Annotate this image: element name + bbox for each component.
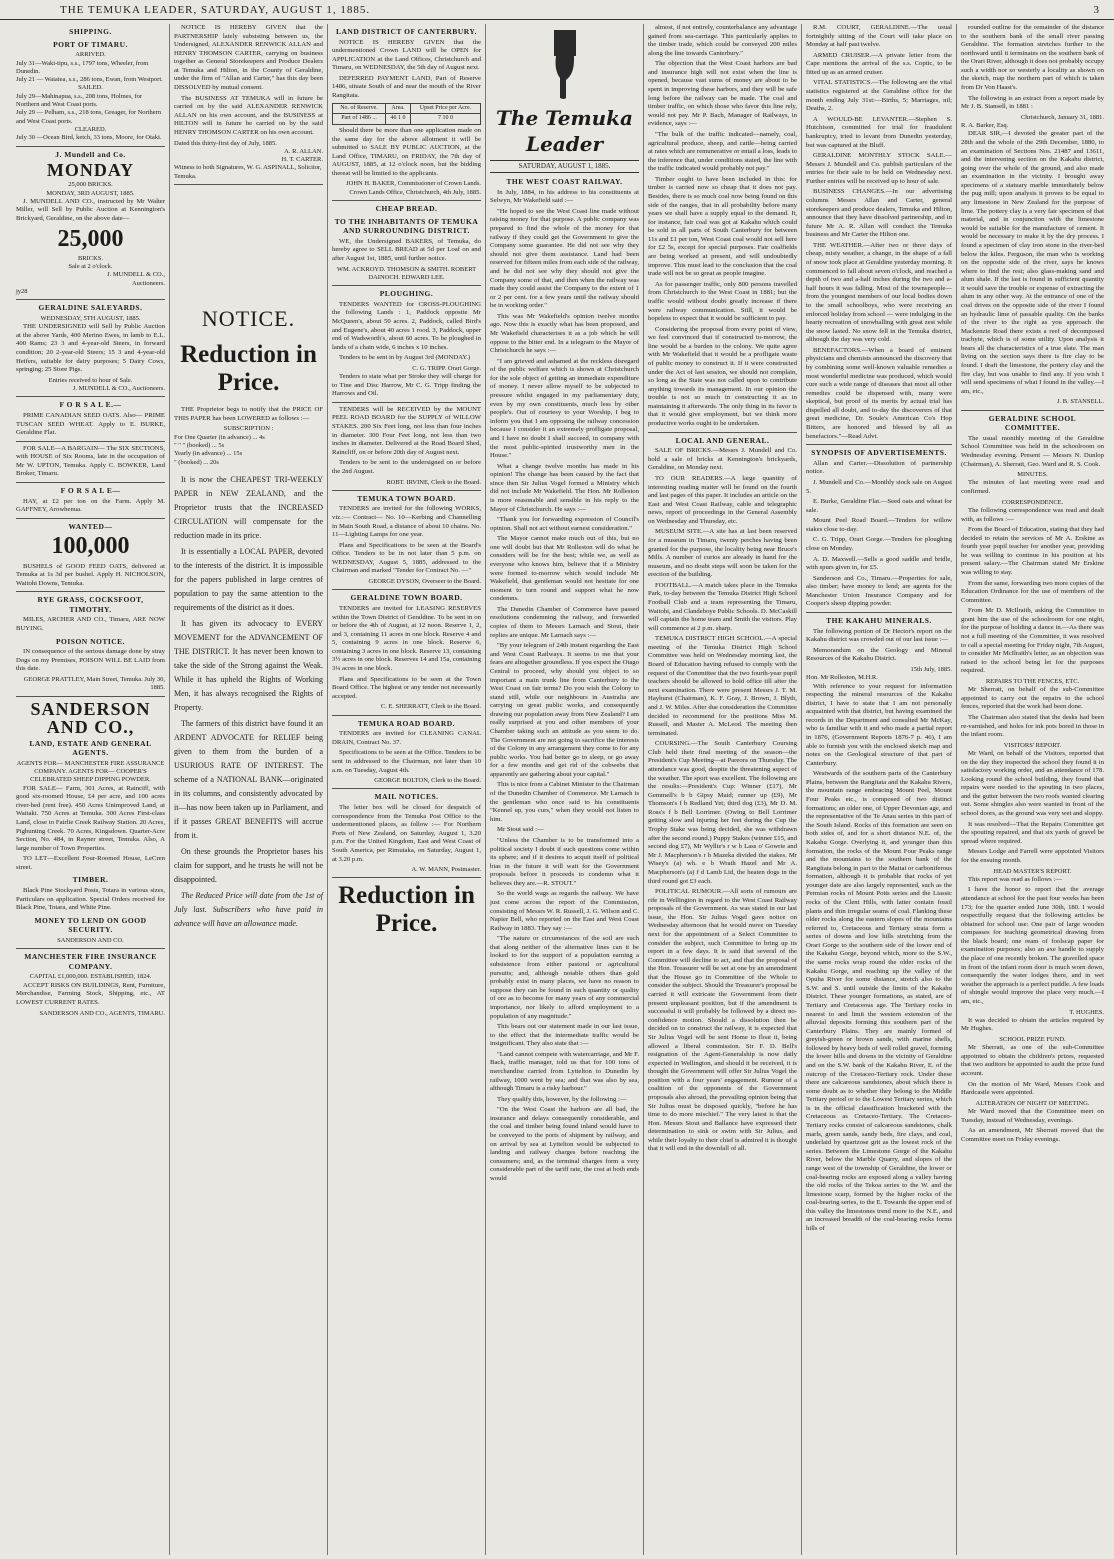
article-paragraph: "Land cannot compete with watercarriage, and Mr F. Back, traffic manager, told us that for 100 tons of merchandise carried from Lyttelton to Dunedin by railway, 1000 went by sea; and that was also by sea, although Timaru is a risky harbour." [490, 1050, 639, 1093]
ploughing-text-3: Tenders to state what per Stroke they will charge for to Tine and Disc Harrow, Mr C. G. Tripp finding the Harrows and Oil. [332, 373, 481, 398]
article-paragraph: As for passenger traffic, only 800 persons travelled from Christchurch to the West Coast in 1881; but the traffic would without doubt greatly increase if there were railway communication. Still, it would be hopeless to expect that it would be sufficient to pay. [648, 280, 797, 323]
table-cell: 46 1 0 [386, 114, 411, 125]
land-table [332, 103, 481, 125]
bread-heading: TO THE INHABITANTS OF TEMUKA AND SURROUNDING DISTRICT. [334, 216, 479, 236]
signature: C. E. SHERRATT, Clerk to the Board. [380, 703, 481, 711]
town-board-text: TENDERS are invited for the following WORKS, viz.:— Contract— No. 10—Kerbing and Channelling in Main South Road, a distance of about 10 chains. No. 11—Lighting Lamps for one year. [332, 505, 481, 539]
subscription-rate: " (booked) ... 20s [174, 458, 219, 466]
agents-text: AGENTS FOR— MANCHESTER FIRE ASSURANCE COMPANY. AGENTS FOR— COOPER'S CELEBRATED SHEEP DIPPING POWDER. [16, 759, 165, 784]
article-paragraph: Westwards of the southern parts of the Canterbury Plains, between the Rangitata and the Kakahu Rivers, the mountain range embracing Mount Peel, Mount Four Peaks etc., is composed of two distinct formations; an older one, of Upper Devonian age, and the representative of the Te Anau series in this part of the South Island. Rocks of this formation are seen on both sides of, and for a short distance N.E. of, the Kakahu Gorge. Overlying it, and younger than this formation, the rocks of the Mount Four Peaks range and the mountains to the southern bank of the Rangitata belong in part to the Maitai or carboniferous formation, although it is probable that rocks of yet younger date are also largely represented, such as the Permian rocks of Mount Potts series and the Liassic rocks of the Clent Hills, with latter contain fossil plants and thin irregular seams of coal. Flanking these older rocks along the eastern slopes of the mountains referred to, Cretaceous and Tertiary strata form a series of downs and low hills stretching from the Orari Gorge to the southern side of the lower end of the Kakahu Gorge, beyond which, more to the S.W., the same rocks wrap round the older rocks of the Kakahu Gorge, and reaching up the valley of the Opuha River for some distance, stretch also to the S.W. and S. until outside the limits of the Kakahu District. These younger formations, as stated, are of Tertiary and Cretaceous age. The Tertiary rocks in nearest to and limit the western extension of the alluvial deposits forming this southern part of the Canterbury Plains. They are mainly formed of greyish-green or brown sands, with marine shells, followed by heavy beds of well rolled gravel, forming the lower hills and downs in the vicinity of Geraldine and on the S.W. bank of the Kakahu River, E. of the outcrop of the Cretaceo-Tertiary rock. Under these there are calcareous sandstones, about which there is some doubt as to whether they belong to the Middle Tertiary period or to the Lowest Tertiary series, which is in the official classification bracketed with the Cretaceous as Cretaceo-Tertiary. The Cretaceo-Tertiary rocks consist of calcareous sandstones, chalk marls, green sands, sandy beds, fire clays, and coal, underlaid by quartzose grit as the lowest rock of the series. Between the Limestone Gorge of the Kakahu River, below the Marble Quarry, and slopes of the range west of the township of Geraldine, the lower or coal-bearing rocks are exposed along a valley having the old rocks of the Tekoa series to the W. and the limestone scarp, formed by the higher rocks of the coal-bearing series, to the E. Towards the upper end of this valley the limestones trend more to the N.E., and an increased breadth of the coal-bearing rocks forms hills of [806, 770, 952, 1232]
signature: GEORGE BOLTON, Clerk to the Board. [374, 777, 481, 785]
article-paragraph: rounded outline for the remainder of the distance to the southern bank of the small river passing Geraldine. The formation stretches further to the northward until it terminates on the southern bank of the Orari River, although it does not probably occupy such a width nor so westerly a locality as shown on the sketch, map the northern part of which is taken from Dr Von Haast's. [961, 24, 1104, 92]
wanted-count: 100,000 [51, 533, 130, 560]
synopsis-item: E. Burke, Geraldine Flat.—Seed oats and wheat for sale. [806, 498, 952, 514]
article-paragraph: I have the honor to report that the average attendance at school for the past four weeks has been 173; for the quarter ended June 30th, 180. I would respectfully request that the following articles be obtained for school use: One pair of large wooden compasses for teaching geometrical drawing from the black board; one ream of foolscap paper for examination purposes; also an axe handle to supply the place of one recently broken. The gravelled space in front of the infant room door is much worn down, consequently the water lodges there, and in wet weather the approach is a perfect puddle. A few loads of shingle would improve the place very much.—I am, etc., [961, 886, 1104, 1005]
willow-text: TENDERS will be RECEIVED by the MOUNT PEEL ROAD BOARD for the SUPPLY of WILLOW STAKES. 200 Six Feet long, not less than four inches in diameter. 300 Four Feet long, not less than two inches in diameter. Delivered at the Road Board Shed, Raincliff, on or before 20th day of August next. [332, 405, 481, 456]
article-paragraph: What a change twelve months has made in his opinion! The change has been caused by the fact that since then Sir Julius Vogel formed a Ministry which did not include Mr Wakefield. The Hon. Mr Rolleston is more reasonable and sensible in his reply to the Mayor of Christchurch. He says :— [490, 462, 639, 513]
mundell-text: J. MUNDELL AND CO., instructed by Mr Walter Miller, will Sell by Public Auction at Kennington's Brickyard, Geraldine, on the above date— [16, 197, 165, 222]
saleyards-heading: GERALDINE SALEYARDS. [38, 303, 143, 313]
article-paragraph: "Unless the Chamber is to be transformed into a political society I doubt if such questions come within its sphere; and if it desires to acquit itself of political bias in the future it will wait for the Government proposals before it proceeds to condemn what it believes they are.—R. STOUT." [490, 836, 639, 887]
article-paragraph: Mr Sherratt, as one of the sub-Committee appointed to obtain the children's prizes, requested that two auditors be appointed to audit the prize fund account. [961, 1044, 1104, 1078]
geraldine-board-text: TENDERS are invited for LEASING RESERVES within the Town District of Geraldine. To be sent in on or before the 4th of August, at 12 noon. Reserve 1, 2, and 3, containing 11 acres in one block. Reserve 4 and 5, containing 9 acres in one block. Reserve 6, containing 3 acres in one block. Reserve 13, containing 3½ acres in one block. Reserves 14 and 15a, containing 3¼ acres in one block. [332, 604, 481, 673]
article-paragraph: "By your telegram of 24th instant regarding the East and West Coast Railways. It seems to me that your fears are altogether groundless. If you expect the Otago Central to proceed, why should you object to so important a main trunk line from Canterbury to the West Coast on fair terms? Do you wish the Colony to stand still, while our neighbours in Australia are carrying on great public works, and consequently drawing our population away from New Zealand? I am really surprised at you and other members of your Chamber taking such an attitude as you seem to do. The Government are not going to sacrifice the interests of the Colony in any arrangement they come to for any public works. You had better go to sleep, or go away for a few months and get rid of the cobwebs that apparently are gathering about your capital." [490, 642, 639, 778]
article-paragraph: As an amendment, Mr Sherratt moved that the Committee meet on Friday evenings. [961, 1127, 1104, 1143]
reduced-price-note: The Reduced Price will date from the 1st of July last. Subscribers who have paid in advance will have an allowance made. [174, 890, 323, 928]
article-paragraph: Timber ought to have been included in this: for timber is carried now so cheap that it does not pay. Besides, there is so much coal now being found on this side of the ranges, that in all probability before many years we shall have a supply equal to the demand. It, for instance, fair coal was got at Kakahu which could be sold in all parts of South Canterbury for between 11s and £1 per ton, West Coast coal would not sell here for £2 5s, except for special purposes. Fair coalfields are being worked at present, and will undoubtedly improve. This must lead to the conclusion that the coal trade will not be so great as people imagine. [648, 175, 797, 278]
town-board-text-2: Plans and Specifications to be seen at the Board's Office. Tenders to be in not later than 5 p.m. on WEDNESDAY, August 5, 1885, addressed to the Chairman and marked "Tender for Contract No. —" [332, 541, 481, 575]
article-paragraph: The objection that the West Coast harbors are bad and insurance high will not exist when the line is opened, because vast sums of money are about to be spent in improving these harbors, and they will be safe long before the railway can be made. The coal and timber traffic, on which those who favor this line rely, would not pay. Mr P. Bach, Manager of Railways, in evidence, says :— [648, 60, 797, 128]
letter-date: Christchurch, January 31, 1881. [1020, 113, 1104, 121]
news-item: FOOTBALL.—A match takes place in the Temuka Park, to-day between the Temuka District High School Football Club and a team representing the Timaru, Waitohi, and Clandeboye Public Schools. D. McCaskill will captain the home team and Smith the visitors. Play will commence at 2 p.m. sharp. [648, 581, 797, 632]
article-paragraph: The following portion of Dr Hector's report on the Kakahu district was crowded out of our last issue :— [806, 627, 952, 644]
subheading: MINUTES. [1017, 471, 1048, 479]
saleyards-date: WEDNESDAY, 5TH AUGUST, 1885. [40, 314, 141, 322]
article-paragraph: It was decided to obtain the articles required by Mr Hughes. [961, 1016, 1104, 1033]
synopsis-item: Mount Peel Road Board.—Tenders for willow stakes close to-day. [806, 517, 952, 533]
saleyards-text: THE UNDERSIGNED will Sell by Public Auction at the above Yards, 400 Merino Ewes, in lamb to E.L. 400 Rams; 23 3 and 4-year-old Steers, in forward condition; 20 2-year-old Steers; 15 3 and 4-year-old Heifers, suitable for dairy purposes; 5 Dairy Cows, springing; 25 Store Pigs. [16, 323, 165, 374]
signature: H. T. CARTER. [281, 156, 323, 164]
land-text: NOTICE IS HEREBY GIVEN that the undermentioned Crown LAND will be OPEN for APPLICATION at the Land Offices, Christchurch and Timaru, on WEDNESDAY, the 5th day of August next. [332, 38, 481, 72]
ploughing-heading: PLOUGHING. [379, 289, 434, 299]
signature: T. HUGHES. [1069, 1008, 1104, 1016]
synopsis-item: A. D. Maxwell.—Sells a good saddle and bridle, with spurs given in, for £5. [806, 555, 952, 572]
for-sale-text: PRIME CANADIAN SEED OATS. Also— PRIME TUSCAN SEED WHEAT. Apply to E. BURKE, Geraldine Flat. [16, 411, 165, 437]
bakers-list: WM. ACKROYD. THOMSON & SMITH. ROBERT DAINOCH. EDWARD LEE. [336, 265, 477, 281]
synopsis-heading: SYNOPSIS OF ADVERTISEMENTS. [811, 448, 947, 458]
column-2 [170, 24, 328, 1555]
news-item: GERALDINE MONTHLY STOCK SALE.—Messrs J. Mundell and Co. publish particulars of the entries for their sale to be held on Wednesday next. Further entries will be received up to hour of sale. [806, 152, 952, 185]
synopsis-item: Allan and Carter.—Dissolution of partnership notice. [806, 459, 952, 476]
article-paragraph: From the same, forwarding two more copies of the Education Ordinance for the use of members of the Committee. [961, 579, 1104, 604]
geraldine-board-heading: GERALDINE TOWN BOARD. [350, 593, 463, 603]
news-item: VITAL STATISTICS.—The following are the vital statistics registered at the Geraldine office for the month ending July 31st:—Births, 5; Marriages, nil; Deaths, 2. [806, 79, 952, 113]
monday-display: MONDAY [46, 160, 135, 181]
money-heading: MONEY TO LEND ON GOOD SECURITY. [34, 915, 147, 935]
news-item: POLITICAL RUMOUR.—All sorts of rumours are rife in Wellington in regard to the West Coast Railway proposals of the Government. As was stated in our last issue, the Hon. Sir Julius Vogel gave notice on Wednesday afternoon that he would move on Tuesday next for the appointment of a Select Committee to consider the subject, such Committee to bring up its report in a few days. It is said that several of the Committee will decline to act, and that the proposal of the Hon. Treasurer will be set at one by an amendment that the House go in Committee of the Whole to consider the subject. Should the Treasurer's proposal be carried it will extricate the Government from their present unpleasant position, but if the amendment is successful it will probably be followed by a direct no-confidence motion. Should a dissolution then be decided on to construct the railway, it is expected that Sir Julius Vogel will be sent Home to float it, being allowed a liberal commission. Sir F. D. Bell's resignation of the Agent-Generalship is now daily expected in Wellington, and should it be received, it is thought the Government will offer Sir Julius Vogel the position with a four years' engagement. Rumour of a coalition of the opponents of the Government proposals also abroad, the prevailing opinion being that Sir Julius must be disposed quickly, "before he has time to do more mischief." The very latest is that the Hon. Messrs Stout and Ballance have expressed their determination to sink or swim with Sir Julius, and while their loyalty to their chief is admired it is thought that it will end in the downfall of all. [648, 888, 797, 1153]
article-paragraph: almost, if not entirely, counterbalance any advantage gained from sea-carriage. This particularly applies to the timber trade, which could be conveyed 200 miles along the line towards Canterbury." [648, 24, 797, 57]
divider [961, 410, 1104, 411]
divider [332, 402, 481, 403]
news-item: BUSINESS CHANGES.—In our advertising columns Messrs Allan and Carter, general storekeepers and produce dealers, Temuka and Hilton, announce that they have dissolved partnership, and in future Mr A. R. Allan will conduct the Temuka business and Mr Carter the Hilton one. [806, 188, 952, 239]
article-heading: THE WEST COAST RAILWAY. [506, 177, 623, 187]
school-committee-heading: GERALDINE SCHOOL COMMITTEE. [988, 413, 1077, 433]
divider [16, 948, 165, 949]
article-paragraph: The usual monthly meeting of the Geraldine School Committee was held in the schoolroom on Wednesday evening. Present — Messrs N. Dunlop (Chairman), A. Sherratt, Geo. Ward and R. S. Cook. [961, 434, 1104, 468]
timber-heading: TIMBER. [72, 875, 109, 885]
mail-heading: MAIL NOTICES. [374, 792, 439, 802]
kakahu-heading: THE KAKAHU MINERALS. [826, 616, 932, 626]
article-paragraph: The Chairman also stated that the desks had been re-varnished, and holes for ink pots bored in those in the infant room. [961, 713, 1104, 739]
divider [16, 441, 165, 442]
mundell-heading: J. Mundell and Co. [55, 149, 126, 159]
subscription-rate: " " " (booked) ... 5s [174, 442, 225, 450]
notice-display: NOTICE. [201, 306, 296, 332]
table-cell: 7 10 0 [410, 114, 480, 125]
article-paragraph: The Mayor cannot make much out of this, but no one will doubt but that Mr Rolleston will do what he considers will be for the best; while we, as well as everyone who knows him, believe that if a Ministry were formed to-morrow which would include Mr Wakefield, that gentleman would not hesitate for one moment to turn round and support what he now condemns. [490, 535, 639, 603]
running-title: THE TEMUKA LEADER, SATURDAY, AUGUST 1, 1885. [60, 3, 371, 16]
divider [16, 299, 165, 300]
capital-line: CAPITAL £1,000,000. ESTABLISHED, 1824. [29, 973, 152, 981]
dateline: SATURDAY, AUGUST 1, 1885. [490, 160, 639, 173]
divider [806, 444, 952, 445]
addressee: Hon. Mr Rolleston, M.H.R. [806, 674, 878, 682]
article-paragraph: The following correspondence was read and dealt with, as follows :— [961, 506, 1104, 523]
signature: ROBT. IRVINE, Clerk to the Board. [386, 478, 481, 486]
article-paragraph: From Mr D. McIlraith, asking the Committee to grant him the use of the schoolroom for one night, for the purpose of holding a dance in.—As there was not a full meeting of the Committee, it was resolved to call a special meeting for Friday night, 7th August, to consider Mr McIlraith's letter, as an objection was raised to the school being let for the purposes required. [961, 607, 1104, 675]
dated-line: Dated this thirty-first day of July, 1885. [174, 139, 277, 147]
article-paragraph: "He hoped to see the West Coast line made without raising money for that purpose. A public company was prepared to find the whole of the money for that railway if they could get the Government to give the Company some guarantee. He did not see why they should not give them assistance. Land had been reserved for fifteen miles from each side of the railway, and he did not see why they should not give the Company some of that, and then when the railway was made they could assist the Company to the extent of 1 or 2 per cent. for a few years until the railway should be in working order." [490, 207, 639, 310]
article-paragraph: This is nice from a Cabinet Minister to the Chairman of the Dunedin Chamber of Commerce. Mr Larnach is the gentleman who once said to his constituents "Kennel up, you curs," when they would not listen to him. [490, 781, 639, 823]
geraldine-board-text-2: Plans and Specifications to be seen at the Town Board Office. The highest or any tender not necessarily accepted. [332, 675, 481, 700]
divider [16, 396, 165, 397]
column-5 [644, 24, 802, 1555]
road-board-text-2: Specifications to be seen at the Office. Tenders to be sent in addressed to the Chairman, not later than 10 a.m. on Tuesday, August 4th. [332, 749, 481, 774]
article-paragraph: Mr Stout said :— [497, 826, 544, 834]
bread-text: WE, the Undersigned BAKERS, of Temuka, do hereby agree to SELL BREAD at 5d per Loaf on and after August 1st, 1885, until further notice. [332, 237, 481, 263]
signature: C. G. TRIPP. Orari Gorge. [412, 364, 481, 372]
column-4 [486, 24, 644, 1555]
hay-text: HAY, at £2 per ton on the Farm. Apply M. GAFFNEY, Arowhenua. [16, 497, 165, 514]
column-7 [957, 24, 1108, 1555]
article-paragraph: Messrs Lodge and Farrell were appointed Visitors for the ensuing month. [961, 848, 1104, 864]
arrived-label: ARRIVED. [75, 51, 106, 59]
shipping-heading: SHIPPING. [69, 27, 112, 36]
subheading: VISITORS' REPORT. [1003, 741, 1062, 749]
road-board-heading: TEMUKA ROAD BOARD. [357, 718, 456, 728]
cleared-entry: July 30 —Ocean Bird, ketch, 33 tons, Moore, for Otaki. [16, 134, 162, 142]
article-paragraph: The following is an extract from a report made by Mr J. B. Stansell, in 1881 : [961, 94, 1104, 111]
article-paragraph: It was resolved—That the Repairs Committee get the spouting repaired, and that six yards of gravel be spread where required. [961, 820, 1104, 845]
willow-text-2: Tenders to be sent to the undersigned on or before the 2nd August. [332, 459, 481, 475]
subheading: SCHOOL PRIZE FUND. [999, 1035, 1066, 1043]
divider [16, 591, 165, 592]
risks-text: ACCEPT RISKS ON BUILDINGS, Rent, Furniture, Merchandise, Farming Stock, Shipping, etc., AT LOWEST CURRENT RATES. [16, 981, 165, 1006]
subscription-rate: Yearly (in advance) ... 15s [174, 450, 243, 458]
synopsis-item: Sanderson and Co., Timaru.—Properties for sale, also timber; have money to lend; are agents for the Manchester Union Insurance Company and for Cooper's sheep dipping powder. [806, 574, 952, 608]
table-header: No. of Reserve. [333, 103, 386, 114]
subheading: REPAIRS TO THE FENCES, ETC. [985, 677, 1080, 685]
partnership-notice: NOTICE IS HEREBY GIVEN that the PARTNERSHIP lately subsisting between us, the Undersigned, ALEXANDER RENWICK ALLAN and HENRY THOMSON CARTER, carrying on business together as General Storekeepers and Produce Dealers at Temuka and Hilton, in the County of Geraldine, under the firm of "Allan and Carter," has this day been DISSOLVED by mutual consent. [174, 24, 323, 92]
entries-line: Entries received to hour of Sale. [48, 376, 133, 384]
article-paragraph: "The nature or circumstances of the soil are such that along neither of the alternative lines can it be looked to for the support of a population earning a subsistence from either pastoral or agricultural pursuits; and, although notable others than gold probably exist in many places, we have no reason to suppose they can be found in such quantity or quality of ore as to become for many years of any commercial importance, nor likely to afford employment to a population of any magnitude." [490, 935, 639, 1020]
article-paragraph: DEAR SIR,—I devoted the greater part of the 28th and the whole of the 29th December, 1880, to an examination of Sections Nos. 21487 and 13611, and the intervening section on the Kakahu district, going over the whole of the ground, and also made an examination in the vicinity. I brought away specimens of a statuary marble immediately below the pug mill; upon analysis it proves to be equal to any limestone in New Zealand for the purpose of lime. The pottery clay is a very fair specimen of that material, and in conjunction with the limestone would be suitable for the manufacture of cement. It would be necessary to make it by the dry process. I found a specimen of clay iron stone in the river-bed below the kilns. Ferguson, the man who is working on the opposite side of the river, says he knows where to find the rest; also glass-making sand and alum shale. If the last is found in sufficient quantity it would save the trouble or expense of extracting the alum in any other way. At the entrance of one of the coal drives on the opposite side of the river I found an hydraulic lime of passable quality. On the banks of the river to the right as you approach the Mackenzie Road there exists a reef of decomposed trachyte, which is of some utility. Upon analysis it bears all the characteristics of a true slate. The man living on the section says there is fire clay to be found. I draft the limestone, the pottery clay and the fire clay, but was unable to find any. If you wish I will send specimens of what I found in the valley.—I am, etc., [961, 130, 1104, 395]
divider [16, 518, 165, 519]
cheapest-text: It is now the CHEAPEST TRI-WEEKLY PAPER in NEW ZEALAND, and the Proprietor trusts that the INCREASED CIRCULATION will compensate for the reduction made in its price. [174, 474, 323, 540]
addressee: R. A. Barker, Esq. [961, 122, 1009, 130]
ploughing-text: TENDERS WANTED for CROSS-PLOUGHING the following Lands : 1, Paddock opposite Mr McQueen's, about 50 acres. 2, Paddock, called Bird's and Eugene's, about 40 acres 1 rood. 3, Paddock, upper end of Wadsworth's, about 60 acres. To be ploughed in lands of a chain wide, 6 inches x 10 inches. [332, 300, 481, 351]
synopsis-item: J. Mundell and Co.—Monthly stock sale on August 5. [806, 478, 952, 495]
sailed-label: SAILED. [78, 84, 103, 92]
sale-date: MONDAY, 3RD AUGUST, 1885. [46, 189, 135, 197]
news-item: TEMUKA DISTRICT HIGH SCHOOL.—A special meeting of the Temuka District High School Committee was held on Wednesday morning last, the Board of Education having refused to comply with the request of the Committee that the two fourth-year pupil teachers should be allowed to hold office till after the next examination. There were present Messrs J. T. M. Hayhurst (Chairman), K. F. Gray, J. Brown, J. Blyth, and J. W. Miles. After due consideration the Committee decided to recommend for the positions Miss M. Russell, and Master A. McLeod. The meeting then terminated. [648, 635, 797, 737]
article-paragraph: "I am grieved and ashamed at the reckless disregard of the public welfare which is shown at Christchurch for the sole object of getting an immediate expenditure of money. I never allow myself to be subjected to pressure whilst engaged in my parliamentary duty, even by my own constituents, much less by other people's. Out of courtesy to your Worship, I beg to inform you that I am opposing the railway concession because I consider it an extremely profligate proposal, and I have no doubt I shall succeed, in company with the most public-spirited trustworthy men in the House." [490, 357, 639, 460]
insurance-heading: MANCHESTER FIRE INSURANCE COMPANY. [24, 952, 157, 971]
column-1 [12, 24, 170, 1555]
land-text-2: Should there be more than one application made on the same day for the above allotment it will be submitted to SALE BY PUBLIC AUCTION, at the Land Office, TIMARU, on FRIDAY, the 7th day of AUGUST, 1885, at 12 o'clock noon, but the bidding thereat will be limited to the applicants. [332, 126, 481, 177]
divider [332, 490, 481, 491]
news-item: MUSEUM SITE.—A site has at last been reserved for a museum in Timaru, twenty perches having been granted for the purpose, the locality being near Bruce's Mills. A number of curios are already in hand for the museum, and no doubt steps will soon be taken for the erection of the building. [648, 528, 797, 579]
news-item: ARMED CRUISER.—A private letter from the Cape mentions the arrival of the s.s. Coptic, to be fitted up as an armed cruiser. [806, 51, 952, 76]
subscription-rate: For One Quarter (in advance) ... 4s [174, 433, 265, 441]
signature: Auctioneers. [131, 279, 165, 287]
farmers-text: The farmers of this district have found it an ARDENT ADVOCATE for RELIEF being given to them from the burden of a USURIOUS RATE OF INTEREST. The scheme of a NATIONAL BANK—originated in its columns, and consistently advocated by it—has now been taken up in Parliament, and if it passes GREAT BENEFITS will accrue from it. [174, 718, 323, 840]
property-list: FOR SALE— Farm, 301 Acres, at Rainciff, with good six-roomed House, £4 per acre, and 100 acres river-bed (rent free). 450 Acres Unimproved Land, at Waitaki. 750 Acres at Temuka. 300 Acres First-class Land, close to Fairlie Creek Railway Station. 20 Acres, Pigbunting Creek. 70 Acres, Kingsdown. Quarter-Acre Section, No. 484, in Rayner street, Temuka. Also, A large number of Town Properties. [16, 784, 165, 852]
running-head [0, 0, 1114, 20]
table-header: Area. [386, 103, 411, 114]
arrival-entry: July 21 — Waiatea, s.s., 286 tons, Ewan, from Westport. [16, 76, 163, 84]
table-row [333, 114, 481, 125]
advocacy-text: It has given its advocacy to EVERY MOVEMENT for the ADVANCEMENT OF THE DISTRICT. It has never been known to take the side of the Strong against the Weak. While it has upheld the Rights of Working Men, it has always recognised the Rights of Property. [174, 618, 323, 712]
article-paragraph: Mr Sherratt, on behalf of the sub-Committee appointed to carry out the repairs to the school fences, reported that the work had been done. [961, 686, 1104, 711]
signature: A. R. ALLAN. [284, 147, 323, 155]
divider [332, 200, 481, 201]
ploughing-text-2: Tenders to be sent in by August 3rd (MONDAY.) [339, 354, 471, 362]
article-paragraph: They qualify this, however, by the following :— [497, 1095, 627, 1103]
article-paragraph: On the motion of Mr Ward, Messrs Cook and Hardcastle were appointed. [961, 1080, 1104, 1097]
pointing-hand-icon [550, 30, 580, 100]
divider [332, 285, 481, 286]
road-board-text: TENDERS are invited for CLEANING CANAL DRAIN, Contract No. 37. [332, 730, 481, 746]
sale-time: Sale at 2 o'clock. [68, 263, 113, 271]
for-sale-heading: F O R S A L E— [60, 485, 121, 495]
article-paragraph: "The bulk of the traffic indicated—namely, coal, agricultural produce, sheep, and cattle—being carried at rates which are remunerative or entail a loss, leads to the inference that, under conditions stated, the line with the traffic indicated would probably not pay." [648, 130, 797, 173]
article-paragraph: This report was read as follows :— [968, 875, 1062, 883]
reduction-display: Reduction in Price. [180, 341, 317, 396]
news-item: TO OUR READERS.—A large quantity of interesting reading matter will be found on the fourth and last pages of this paper. It includes an article on the East and West Coast Railway, cable and telegraphic news, report of proceedings in the General Assembly on Wednesday and Thursday, etc. [648, 474, 797, 525]
grounds-text: On these grounds the Proprietor bases his claim for support, and he trusts he will not be disappointed. [174, 846, 323, 884]
subheading: HEAD MASTER'S REPORT. [993, 867, 1072, 875]
miles-text: MILES, ARCHER AND CO., Timaru, ARE NOW BUYING. [16, 616, 165, 632]
news-item: BENEFACTORS.—When a board of eminent physicians and chemists announced the discovery that by combining some well-known valuable remedies a most wonderful medicine was produced, which would cure such a wide range of diseases that most all other remedies could be dispensed with, many were skeptical, but proof of its merits by actual trial has dispelled all doubt, and to-day the discoverers of that great medicine, Dr. Soule's American Co's Hop Bitters, are honored and blessed by all as benefactors."—Read Advt. [806, 346, 952, 440]
news-item: SALE OF BRICKS.—Messrs J. Mundell and Co. hold a sale of bricks at Kennington's brickyards, Geraldine, on Monday next. [648, 447, 797, 472]
arrival-entry: July 31—Waki-tipu, s.s., 1797 tons, Wheeler, from Dunedin. [16, 59, 149, 75]
subheading: ALTERATION OF NIGHT OF MEETING. [975, 1099, 1090, 1107]
sailed-entry: July 29—Mahinapua, s.s., 208 tons, Holmes, for Northern and West Coast ports. [16, 92, 143, 109]
column-6 [802, 24, 957, 1555]
table-cell: Part of 1486 ... [333, 114, 386, 125]
divider [332, 589, 481, 590]
local-general-heading: LOCAL AND GENERAL. [675, 435, 770, 445]
port-heading: PORT OF TIMARU. [53, 39, 128, 49]
subscription-heading: SUBSCRIPTION : [223, 425, 274, 433]
sanderson-sub: LAND, ESTATE AND GENERAL AGENTS. [29, 738, 152, 758]
signature: GEORGE DYSON, Overseer to the Board. [368, 578, 481, 586]
subheading: CORRESPONDENCE. [1001, 498, 1064, 506]
page-mark: 3 [1093, 3, 1100, 16]
columns [12, 24, 1108, 1555]
article-paragraph: Mr Ward, on behalf of the Visitors, reported that on the day they inspected the school they found it in satisfactory working order, and an attendance of 178. Looking round the school building, they found that repairs were needed to the spouting in two places, and the gutter between the two roofs wanted clearing out. Some shingles also were wanted in front of the school doors, as the ground was very wet and sloppy. [961, 750, 1104, 818]
poison-heading: POISON NOTICE. [55, 636, 126, 646]
partnership-notice-2: The BUSINESS AT TEMUKA will in future be carried on by the said ALEXANDER RENWICK ALLAN on his own account, and the BUSINESS at HILTON will in future be carried on by the said HENRY THOMSON CARTER on his own account. [174, 94, 323, 136]
town-board-heading: TEMUKA TOWN BOARD. [357, 493, 456, 503]
article-paragraph: This bears out our statement made in our last issue, to the effect that the intermediate traffic would be insignificant. They also state that :— [490, 1023, 639, 1048]
divider [648, 432, 797, 433]
article-paragraph: In July, 1884, in his address to his constituents at Selwyn, Mr Wakefield said :— [490, 188, 639, 205]
deferred-text: DEFERRED PAYMENT LAND, Part of Reserve 1486, situate South of and near the mouth of the River Rangitata. [332, 74, 481, 100]
wanted-heading: WANTED— [68, 521, 113, 531]
signature: J. MUNDELL & CO., Auctioneers. [72, 385, 165, 393]
article-paragraph: "On the West Coast the harbors are all bad, the insurance and delays consequently considerable, and the coal and timber being found inland would have to be conveyed to the ports of shipment by railway, and on arrival by sea at Lyttelton would be subjected to landing and railway charges before reaching the consumers; and, as the terminal charges form a very considerable part of the tariff rate, the cost at both ends would [490, 1106, 639, 1182]
poison-text: IN consequence of the serious damage done by stray Dogs on my Premises, POISON WILL BE LAID from this date. [16, 648, 165, 673]
article-paragraph: Mr Ward moved that the Committee meet on Tuesday, instead of Wednesday, evenings. [961, 1108, 1104, 1124]
land-heading: LAND DISTRICT OF CANTERBURY. [336, 27, 477, 36]
signature: GEORGE PRATTLEY, Main Street, Temuka. July 30, 1885. [23, 675, 165, 692]
rye-heading: RYE GRASS, COCKSFOOT, TIMOTHY. [37, 595, 144, 614]
signature: JOHN H. BAKER, Commissioner of Crown Lands. Crown Lands Office, Christchurch, 4th July, 1885. [346, 180, 481, 196]
table-header: Upset Price per Acre. [410, 103, 480, 114]
divider [332, 715, 481, 716]
bargain-text: FOR SALE—A BARGAIN— The SIX SECTIONS, with HOUSE of Six Rooms, late in the occupation of Mr W. UPTON, Temuka. Apply C. BOWKER, Land Broker, Timaru. [16, 444, 165, 478]
article-paragraph: From the Board of Education, stating that they had decided to retain the services of Mr A. Erskine as fourth year pupil teacher for another year, providing he was willing to continue in his position at his present salary.—The Chairman stated Mr Erskine was willing to stay. [961, 526, 1104, 576]
witness-line: Witness to both Signatures, W. G. ASPINALL, Solicitor, Temuka. [174, 164, 322, 180]
divider [174, 184, 323, 185]
divider [16, 146, 165, 147]
wanted-text: BUSHELS of GOOD FEED OATS, delivered at Temuka at 1s 3d per bushel. Apply H. NICHOLSON, Waitohi Downs, Temuka. [16, 562, 165, 587]
article-paragraph: So the world wags as regards the railway. We have just come across the report of the Commission, consisting of Messrs W. R. Russell, J. G. Wilson and C. Napier Bell, who reported on the East and West Coast Railway in 1883. They say :— [490, 890, 639, 932]
article-paragraph: "Thank you for forwarding expression of Council's opinion. Shall not act without earnest consideration." [490, 516, 639, 532]
divider [332, 877, 481, 878]
divider [332, 788, 481, 789]
ad-code: jy28 [16, 288, 28, 296]
signature: J. MUNDELL & CO., [107, 271, 165, 279]
article-paragraph: This was Mr Wakefield's opinion twelve months ago. Now this is exactly what has been proposed, and Mr Wakefield characterises it as a job which he will oppose to the bitter end. In a telegram to the Mayor of Christchurch he says :— [490, 312, 639, 355]
news-item: THE WEATHER.—After two or three days of cheap, misty weather, a change, in the shape of a fall of snow took place at Geraldine yesterday morning. It commenced to fall about seven o'clock, and reached a depth of two and a-half inches during the two and a-half hours it was falling. Most of the townspeople—from the youngest members of our local bodies down to the small schoolboys, who were receiving an enforced holiday from school — were indulging in the hearty recreation of snowballing with great zest while the snow lasted. No snow fell in the Temuka district, although the day was very cold. [806, 241, 952, 344]
local-paper-text: It is essentially a LOCAL PAPER, devoted to the interests of the district. It is impossible for the papers published in large centres of population to pay the same attention to the requirements of the district as it does. [174, 546, 323, 612]
to-let: TO LET—Excellent Four-Roomed House, LeCren street. [16, 855, 165, 871]
divider [16, 482, 165, 483]
news-item: A WOULD-BE LEVANTER.—Stephen S. Hutchison, committed for trial for fraudulent bankruptcy, tried to levant from Dunedin yesterday, but was captured at the Bluff. [806, 115, 952, 149]
synopsis-item: C. G. Tripp, Orari Gorge.—Tenders for ploughing close on Monday. [806, 536, 952, 552]
article-paragraph: Considering the proposal from every point of view, we feel convinced that if constructed to-morrow, the line would be a burden to the colony. We quite agree with Mr Wakefield that it would be a profligate waste of public money to construct it. If it were constructed under the Act of last session, we should not complain, so long as the State was not called upon to contribute anything towards its management. In our opinion the trouble is not so much in constructing it as in maintaining it afterwards. The only thing in its favor is that it would give employment, but we think more productive works ought to be undertaken. [648, 325, 797, 428]
cleared-label: CLEARED. [74, 126, 107, 133]
divider [806, 612, 952, 613]
timber-text: Black Pine Stockyard Posts, Totara in various sizes, Particulars on application. Special Orders received for Black Pine, Totara, and White Pine. [16, 887, 165, 912]
divider [16, 696, 165, 697]
mail-text: The letter box will be closed for despatch of correspondence from the Temuka Post Office to the undermentioned places, as follow :— For Northern Ports of New Zealand, on Saturday, August 1, 3.20 p.m. For the United Kingdom, East and West Coast of South America, per Rimutaka, on Saturday, August 1, at 3.20 p.m. [332, 804, 481, 863]
signature: SANDERSON AND CO., AGENTS, TIMARU. [39, 1009, 165, 1017]
for-sale-heading: F O R S A L E.— [59, 400, 122, 410]
report-date: 15th July, 1885. [910, 665, 952, 673]
cheap-bread-heading: CHEAP BREAD. [375, 204, 438, 214]
proprietor-text: THE Proprietor begs to notify that the PRICE OF THIS PAPER has been LOWERED as follows :— [174, 406, 323, 422]
news-item: COURSING.—The South Canterbury Coursing Club held their final meeting of the season—the President's Cup Meeting—at Pareora on Thursday. The attendance was good, despite the threatening aspect of the weather. The sport was excellent. The following are the results:—President's Cup: Winner (£17), Mr Gemmell's b b Gipsy Maid; runner up (£9), Mr Thomson's f b Redland Yet; third dog (£3), Mr D. M. Ross's f b Bell Lorrimer. (Owing to Bell Lorrimer getting slow and injuring her feet during the Cup the Trophy Stake was being decided, she was withdrawn after the second round.) Puppy Stakes (winner £15, and second dog £7), Mr Wyllie's r w b Lass o' Gowrie and Mr J. Macpherson's r b Mazeka divided the stakes. Mr Wisey's (a) wh. e b Wrath Hazel and Mr A. Macpherson's (a) f d Lamb Lid, the beaten dogs in the third round got £3 each. [648, 740, 797, 885]
article-paragraph: With reference to your request for information respecting the mineral resources of the Kakahu district, I have to state that I am not personally acquainted with that district, but having examined the records in the Department and consulted Mr McKay, who is familiar with it and who made a partial report in 1876, (Government Reports 1876-7 p. 46), I am able to furnish you with the enclosed sketch map and notes on the Geological structure of that part of Canterbury. [806, 682, 952, 767]
article-paragraph: The minutes of last meeting were read and confirmed. [961, 479, 1104, 496]
column-3 [328, 24, 486, 1555]
news-item: R.M. COURT, GERALDINE.—The usual fortnightly sitting of the Court will take place on Monday at half past twelve. [806, 24, 952, 49]
sanderson-display: SANDERSON AND CO., [30, 698, 151, 737]
leader-title: The Temuka Leader [496, 106, 633, 156]
sailed-entry: July 29 — Pelham, s.s., 218 tons, Greager, for Northern and West Coast ports. [16, 109, 162, 125]
bricks-line: 25,000 BRICKS. [68, 181, 113, 189]
signature: J. B. STANSELL. [1057, 398, 1104, 406]
reduction-display: Reduction in Price. [338, 882, 475, 937]
bricks-count: 25,000 [57, 225, 124, 252]
article-paragraph: Memorandum on the Geology and Mineral Resources of the Kakahu District. [806, 646, 952, 663]
signature: A. W. MANN, Postmaster. [411, 866, 481, 874]
article-paragraph: The Dunedin Chamber of Commerce have passed resolutions condemning the railway, and forwarded copies of them to Messrs Larnach and Stout, their replies are unique. Mr Larnach says :— [490, 605, 639, 639]
bricks-word: BRICKS. [77, 254, 104, 262]
signature: SANDERSON AND CO. [57, 936, 124, 944]
